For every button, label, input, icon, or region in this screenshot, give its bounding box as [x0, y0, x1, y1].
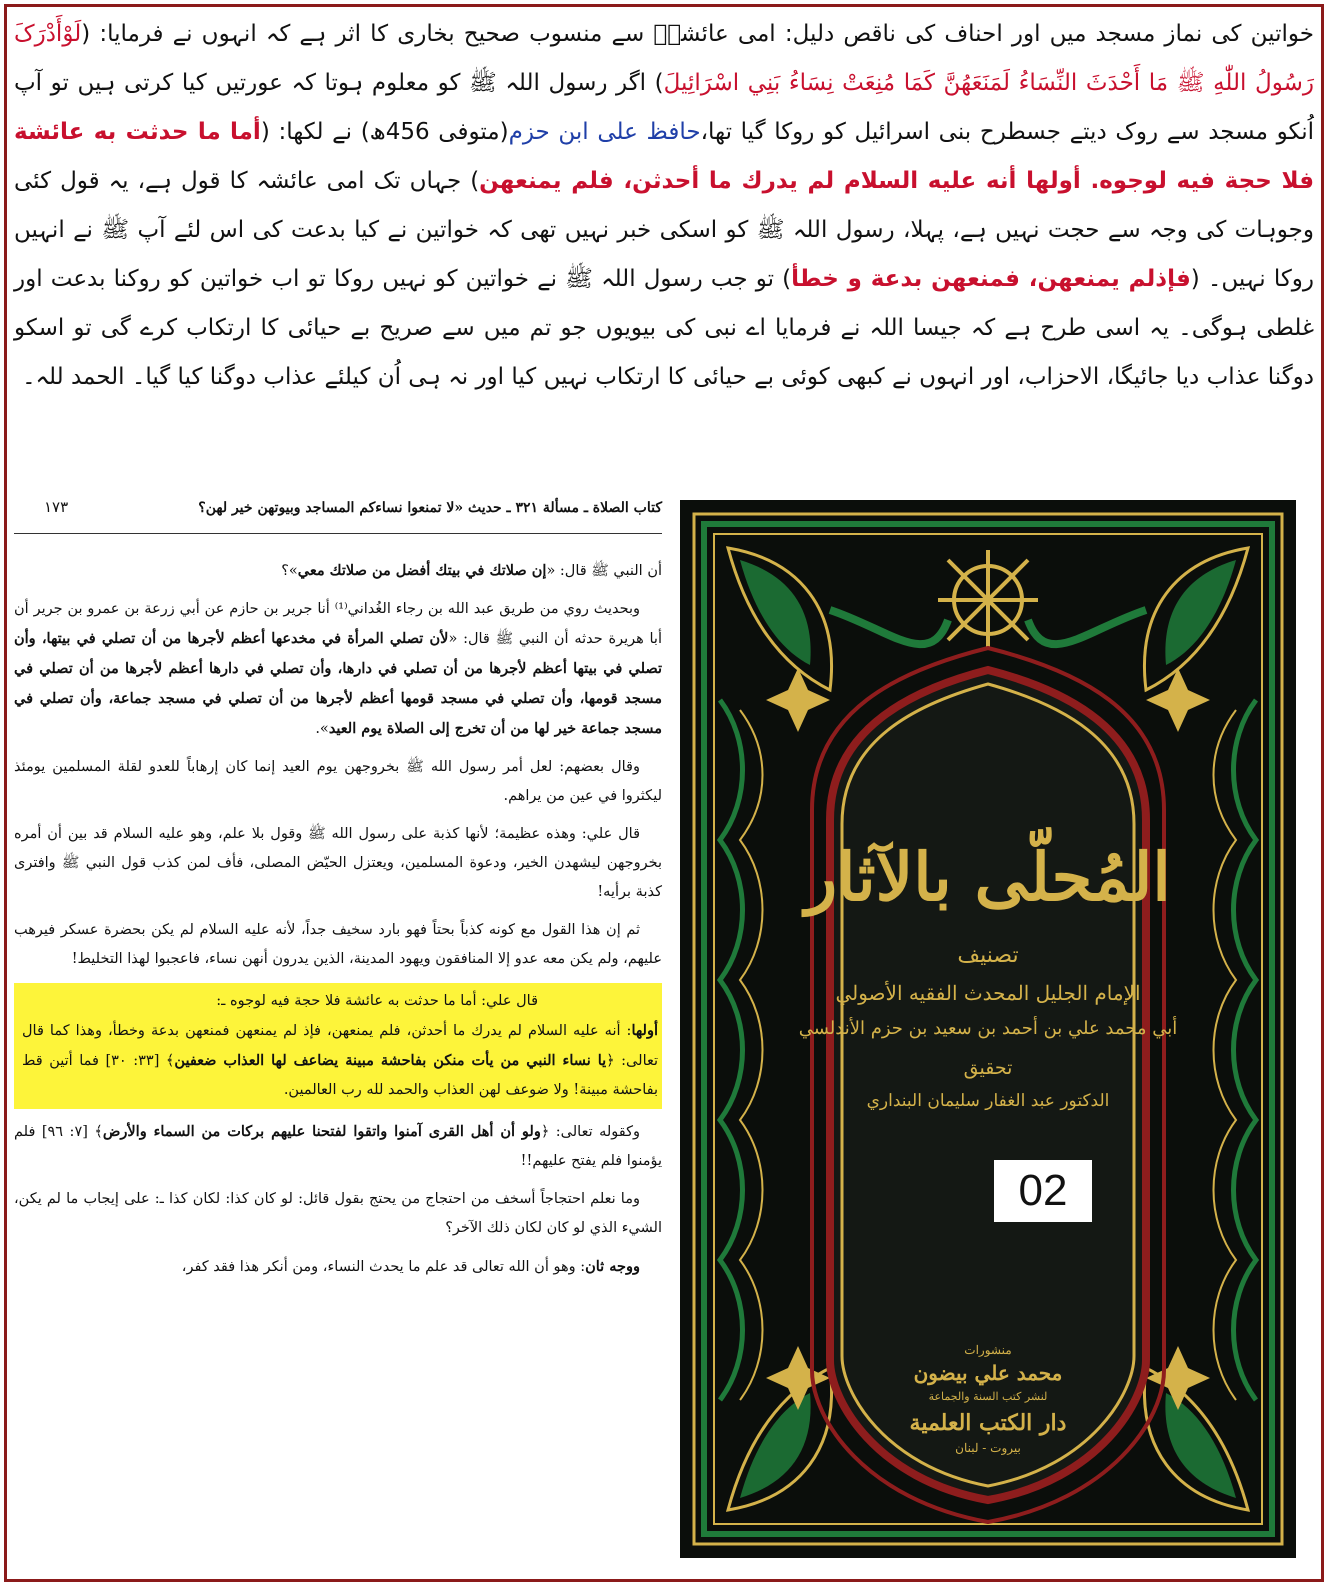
author-name-ibn-hazm: حافظ علی ابن حزم — [508, 119, 701, 145]
highlighted-passage: قال علي: أما ما حدثت به عائشة فلا حجة فيه لوجوه ـ: أولها: أنه عليه السلام لم يدرك ما أحدثن، فلم يمنعهن، فإذ لم يمنعهن فمنعهن بدعة وخطأ، وهذا كما قال تعالى: ﴿يا نساء النبي من يأت منكن بفاحشة مبينة يضاعف لها العذاب ضعفين﴾ [٣٣: ٣٠] فما أتين قط بفاحشة مبينة! ولا ضوعف لهن العذاب والحمد لله رب العالمين. — [14, 983, 662, 1109]
highlight-heading: قال علي: أما ما حدثت به عائشة فلا حجة فيه لوجوه ـ: — [216, 993, 538, 1009]
cover-publisher-city: بيروت - لبنان — [955, 1441, 1021, 1455]
cover-tahqiq: تحقيق — [963, 1057, 1013, 1079]
volume-number-label: 02 — [994, 1160, 1092, 1222]
cover-tasnif: تصنيف — [957, 943, 1019, 968]
page-number: ١٧٣ — [44, 498, 69, 516]
paragraph-1: أن النبي ﷺ قال: «إن صلاتك في بيتك أفضل من صلاتك معي»؟ — [281, 562, 662, 579]
book-cover-image — [680, 500, 1296, 1558]
cover-author-line2: أبي محمد علي بن أحمد بن سعيد بن حزم الأندلسي — [798, 1018, 1178, 1039]
urdu-death-year-text: (متوفی 456ھ) نے لکھا: ( — [260, 119, 509, 145]
urdu-explanation-text: ) جہاں تک امی عائشہ کا قول ہے، یہ قول کئی وجوہات کی وجہ سے حجت نہیں ہے، پہلا، رسول اللہ ﷺ کو اسکی خبر نہیں تھی کہ خواتین نے کیا بدعت کی اس لئے آپ ﷺ نے انہیں روکا نہیں۔ ( — [14, 168, 1314, 292]
cover-publisher-label: منشورات — [964, 1343, 1012, 1357]
paragraph-5: ثم إن هذا القول مع كونه كذباً بحتاً فهو بارد سخيف جداً، لأنه عليه السلام لم يكن بحضرة عسكر فيرهب عليهم، ولم يكن معه عدو إلا المنافقون ويهود المدينة، الذين يدرون أنهن نساء، فاعجبوا لهذا التخليط! — [14, 922, 662, 967]
cover-author-line1: الإمام الجليل المحدث الفقيه الأصولي — [835, 981, 1141, 1005]
paragraph-2: وبحديث روي من طريق عبد الله بن رجاء الغُداني⁽¹⁾ أنا جرير بن حازم عن أبي زرعة بن عمرو بن جرير أن أبا هريرة حدثه أن النبي ﷺ قال: «لأن تصلي المرأة في مخدعها أعظم لأجرها من أن تصلي في بيتها، وأن تصلي في بيتها أعظم لأجرها من أن تصلي في دارها، وأن تصلي في دارها أعظم لأجرها من أن تصلي في مسجد قومها، وأن تصلي في مسجد قومها أعظم لأجرها من أن تصلي في مسجد جماعة، وأن تصلي في مسجد جماعة خير لها من أن تخرج إلى الصلاة يوم العيد». — [14, 601, 662, 737]
paragraph-3: وقال بعضهم: لعل أمر رسول الله ﷺ بخروجهن يوم العيد إنما كان إرهاباً للعدو لقلة المسلمين يومئذ ليكثروا في عين من يراهم. — [14, 759, 662, 804]
paragraph-4: قال علي: وهذه عظيمة؛ لأنها كذبة على رسول الله ﷺ وقول بلا علم، وهو عليه السلام قد بين أن أمره بخروجهن ليشهدن الخير، ودعوة المسلمين، ويعتزل الحيّض المصلى، فأف لمن كذب قول النبي ﷺ وافترى كذبة برأيه! — [14, 826, 662, 900]
cover-title: المُحلّى بالآثار — [805, 838, 1171, 916]
arabic-quote-ibn-hazm: أما ما حدثت به عائشة فلا حجة فيه لوجوه. أولها أنه عليه السلام لم يدرك ما أحدثن، فلم يمنعهن — [14, 119, 1315, 194]
cover-editor: الدكتور عبد الغفار سليمان البنداري — [866, 1091, 1110, 1111]
arabic-quote-bidah: فإذلم يمنعهن، فمنعهن بدعة و خطأ — [791, 266, 1191, 292]
arabic-quote-aisha: لَوْأَدْرَکَ رَسُولُ اللّٰهِ ﷺ مَا أَحْدَثَ النِّسَاءُ لَمَنَعَهُنَّ كَمَا مُنِعَتْ نِسَاءُ بَنِي اسْرَائِيلَ — [14, 21, 1314, 96]
urdu-conclusion-text: ) تو جب رسول اللہ ﷺ نے خواتین کو نہیں روکا تو اب خواتین کو روکنا بدعت اور غلطی ہوگی۔ یہ اسی طرح ہے کہ جیسا اللہ نے فرمایا اے نبی کی بیویوں جو تم میں سے صریح بے حیائی کا ارتکاب کرے گی تو اسکو دوگنا عذاب دیا جائیگا، الاحزاب، اور انہوں نے کبھی کوئی بے حیائی کا ارتکاب نہیں کیا اور نہ ہی اُن کیلئے عذاب دوگنا کیا گیا۔ الحمد للہ۔ — [14, 266, 1314, 390]
cover-publisher-house: دار الكتب العلمية — [909, 1410, 1067, 1436]
urdu-translation-text: ) اگر رسول اللہ ﷺ کو معلوم ہوتا کہ عورتیں کیا کرتی ہیں تو آپ اُنکو مسجد سے روک دیتے جسطرح بنی اسرائیل کو روکا گیا تھا، — [14, 70, 1314, 145]
paragraph-8: ووجه ثان: وهو أن الله تعالى قد علم ما يحدث النساء، ومن أنكر هذا فقد كفر، — [181, 1258, 640, 1275]
paragraph-6: وكقوله تعالى: ﴿ولو أن أهل القرى آمنوا واتقوا لفتحنا عليهم بركات من السماء والأرض﴾ [٧: ٩٦] فلم يؤمنوا فلم يفتح عليهم!! — [14, 1123, 662, 1169]
urdu-intro-text: خواتین کی نماز مسجد میں اور احناف کی ناقص دلیل: امی عائشہؓ سے منسوب صحیح بخاری کا اثر ہے کہ انہوں نے فرمایا: ( — [81, 21, 1314, 47]
book-page-body — [14, 556, 662, 1291]
cover-publisher-tagline: لنشر كتب السنة والجماعة — [928, 1390, 1048, 1403]
book-page-header — [14, 494, 662, 524]
page-header-title: كتاب الصلاة ـ مسألة ٣٢١ ـ حديث «لا تمنعوا نساءكم المساجد وبيوتهن خير لهن؟ — [198, 500, 662, 516]
urdu-explanation — [14, 10, 1314, 402]
cover-publisher-name: محمد علي بيضون — [913, 1361, 1063, 1385]
header-divider — [14, 533, 662, 534]
paragraph-7: وما نعلم احتجاجاً أسخف من احتجاج من يحتج بقول قائل: لو كان كذا: لكان كذا ـ: على إيجاب ما لم يكن، الشيء الذي لو كان لكان ذلك الآخر؟ — [14, 1191, 662, 1236]
